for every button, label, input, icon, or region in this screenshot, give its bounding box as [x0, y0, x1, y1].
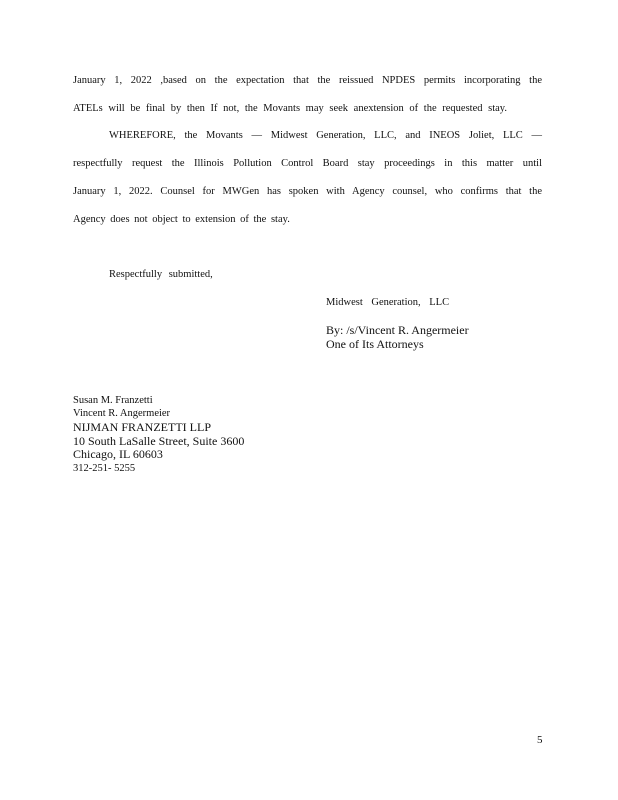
body-line-2: ATELs will be final by then If not, the Movants may seek anextension of the requested stay. [73, 103, 507, 114]
signature-by: By: /s/Vincent R. Angermeier [326, 323, 469, 337]
body-line-1: January 1, 2022 ,based on the expectation that the reissued NPDES permits incorporating the [73, 75, 542, 86]
page-number: 5 [537, 734, 543, 746]
counsel-phone: 312-251- 5255 [73, 463, 136, 474]
body-line-6: Agency does not object to extension of the stay. [73, 214, 290, 225]
body-line-4: respectfully request the Illinois Pollution Control Board stay proceedings in this matter until [73, 158, 542, 169]
counsel-street: 10 South LaSalle Street, Suite 3600 [73, 434, 245, 448]
counsel-name-2: Vincent R. Angermeier [73, 408, 171, 419]
counsel-firm: NIJMAN FRANZETTI LLP [73, 420, 211, 434]
signature-role: One of Its Attorneys [326, 337, 424, 351]
signature-company: Midwest Generation, LLC [326, 297, 450, 308]
closing: Respectfully submitted, [109, 269, 213, 280]
counsel-name-1: Susan M. Franzetti [73, 395, 153, 406]
body-line-5: January 1, 2022. Counsel for MWGen has spoken with Agency counsel, who confirms that the [73, 186, 542, 197]
counsel-city: Chicago, IL 60603 [73, 447, 163, 461]
wherefore-line: WHEREFORE, the Movants — Midwest Generation, LLC, and INEOS Joliet, LLC — [109, 130, 542, 141]
